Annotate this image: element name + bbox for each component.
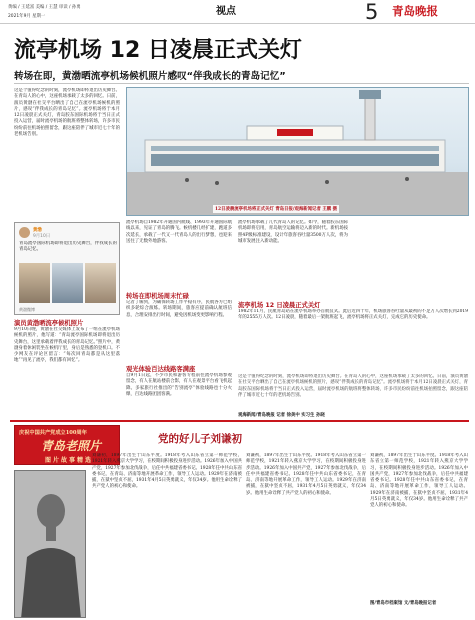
weibo-username: 黄渤 xyxy=(33,228,42,233)
weibo-screenshot xyxy=(14,222,120,315)
col3-text-2: 1982年11月，民航青岛站在流亭机场举办首航仪式。此后近四十年，机场旅客吞吐量从最初的不足万人次增长到2019年的2555万人次。12日凌晨，随着最后一架航班起飞，流亭机场将正式关灯，完成它的历史使命。 xyxy=(238,309,468,321)
lead-paragraph: 这是个值得纪念的时刻，流亭机场即将退出历史舞台。在青岛人的心中，这座机场承载了太多的回忆。日前，演员黄渤在社交平台晒出了自己在流亭机场候机的照片，感叹“伴我成长的青岛记忆”。流亭机场将于本月12日凌晨正式关灯，青岛胶东国际机场将于当日正式投入运营，届时流亭机场的航班将整体转场，许多市民纷纷前往机场拍照留念，跟这座陪伴了城市近七十年的老机场告别。 xyxy=(14,88,120,138)
divider xyxy=(14,83,469,84)
subheadline: 转场在即，黄渤晒流亭机场候机照片感叹“伴我成长的青岛记忆” xyxy=(14,71,286,82)
col3-credit: 观海新闻/青岛晚报 记者 徐美中 实习生 孙晓 xyxy=(238,413,325,418)
avatar xyxy=(19,227,30,238)
banner-line-1: 庆祝中国共产党成立100周年 xyxy=(19,430,87,436)
section-name: 视点 xyxy=(216,6,236,17)
col2-heading-1: 转场在即机场周末忙碌 xyxy=(126,293,189,300)
feature-title: 党的好儿子刘谦初 xyxy=(158,433,242,445)
feature-text-3: 刘谦初，1897年出生于山东平度。1918年考入山东省立第一师范学校，1921年转入燕京大学学习，在校期间积极投身进步活动。1926年加入中国共产党，1927年参加北伐战争，后任中共福建省委书记。1928年任中共山东省委书记，在青岛、济南等地开展革命工作，领导工人运动。1929年在济南被捕，在狱中坚贞不屈，1931年4月5日英勇就义，年仅34岁。他用生命诠释了共产党人的初心和使命。 xyxy=(370,453,468,509)
col2-heading-2: 观光体验百达线路客满座 xyxy=(126,366,196,373)
newspaper-logo: 青岛晚报 xyxy=(392,4,438,18)
weibo-photo-2 xyxy=(52,263,83,303)
historic-portrait xyxy=(14,470,86,618)
col1-text: 9月10日晚，黄渤在社交媒体上发布了一组在流亭机场候机的照片，他写道：“青岛流亭国际机场即将退出历史舞台，这里承载着伴我成长的青岛记忆。”照片中，黄渤身着休闲装坐在候机厅里，身后是熟悉的登机口。不少网友在评论区留言：“每次回青岛都是从这里落地”“再见了流亭，我们都有回忆”。 xyxy=(14,327,120,364)
col3-text: 流亭机场承载了几代青岛人的记忆。如今，随着胶东国际机场即将启用，青岛航空运输将迈入新的时代。新机场按照4F级标准建设，设计年旅客吞吐量3500万人次，将为城市发展注入新动能。 xyxy=(238,220,348,244)
feature-text-1: 刘谦初，1897年出生于山东平度。1918年考入山东省立第一师范学校，1921年转入燕京大学学习，在校期间积极投身进步活动。1926年加入中国共产党，1927年参加北伐战争，后任中共福建省委书记。1928年任中共山东省委书记，在青岛、济南等地开展革命工作，领导工人运动。1929年在济南被捕，在狱中坚贞不屈，1931年4月5日英勇就义，年仅34岁。他用生命诠释了共产党人的初心和使命。 xyxy=(92,453,242,490)
headline: 流亭机场 12 日凌晨正式关灯 xyxy=(14,38,302,63)
col2-text-3: 自9月1日起，不少市民和游客专程前往流亭机场参观留念，有人在航站楼前合影，有人在观景平台看飞机起降。多家旅行社推出的“告别流亭”体验线路也十分火爆，百达线路团团客满。 xyxy=(126,373,232,397)
weibo-time: 9月10日 xyxy=(33,234,51,239)
feature-divider xyxy=(10,420,469,422)
main-photo xyxy=(126,87,469,216)
weibo-photo-3 xyxy=(85,263,116,303)
col2-text-2: 记者了解到，为确保转场工作平稳有序，民航各方已组织多轮综合演练。转场期间，旅客应提前确认航班信息，合理安排出行时间，避免因机场变更影响行程。 xyxy=(126,300,232,318)
portrait-illustration xyxy=(15,471,86,618)
col3-heading: 流亭机场 12 日凌晨正式关灯 xyxy=(238,302,321,309)
page-number: 5 xyxy=(365,0,379,24)
col1-heading: 演员黄渤晒流亭候机照片 xyxy=(14,320,84,327)
feature-credit: 图/青岛市档案馆 文/青岛晚报记者 xyxy=(370,601,437,606)
weibo-photo-1 xyxy=(19,263,50,303)
editor-credits: 黄编 / 王延富 美编 / 王慧 审读 / 孙勇 xyxy=(8,5,81,10)
weibo-text: 青岛流亭国际机场即将退出历史舞台，伴我成长的青岛记忆。 xyxy=(19,241,117,253)
issue-date: 2021年9月 星期一 xyxy=(8,14,46,19)
col3-text-3: 这是个值得纪念的时刻，流亭机场即将退出历史舞台。在青岛人的心中，这座机场承载了太多的回忆。日前，演员黄渤在社交平台晒出了自己在流亭机场候机的照片，感叹“伴我成长的青岛记忆”。流亭机场将于本月12日凌晨正式关灯，青岛胶东国际机场将于当日正式投入运营，届时流亭机场的航班将整体转场，许多市民纷纷前往机场拍照留念，跟这座陪伴了城市近七十年的老机场告别。 xyxy=(238,374,468,398)
col2-text: 流亭机场自1982年开通国内航线、1993年开通国际航线以来，见证了青岛的腾飞。候机楼几经扩建，跑道多次延长，承载了一代又一代青岛人的出行梦想，也迎来送往了无数外地游客。 xyxy=(126,220,232,244)
banner-line-2: 图片故事精选 xyxy=(45,457,94,464)
terminal-photo-illustration xyxy=(127,88,469,216)
banner-brand: 青岛老照片 xyxy=(41,439,102,453)
weibo-caption: 黄渤微博 xyxy=(19,307,35,312)
photo-caption: 12日凌晨流亭机场将正式关灯 青岛日报/观海新闻记者 王鹏 摄 xyxy=(215,207,338,212)
feature-text-2: 刘谦初，1897年出生于山东平度。1918年考入山东省立第一师范学校，1921年转入燕京大学学习，在校期间积极投身进步活动。1926年加入中国共产党，1927年参加北伐战争，后任中共福建省委书记。1928年任中共山东省委书记，在青岛、济南等地开展革命工作，领导工人运动。1929年在济南被捕，在狱中坚贞不屈，1931年4月5日英勇就义，年仅34岁。他用生命诠释了共产党人的初心和使命。 xyxy=(246,453,366,496)
